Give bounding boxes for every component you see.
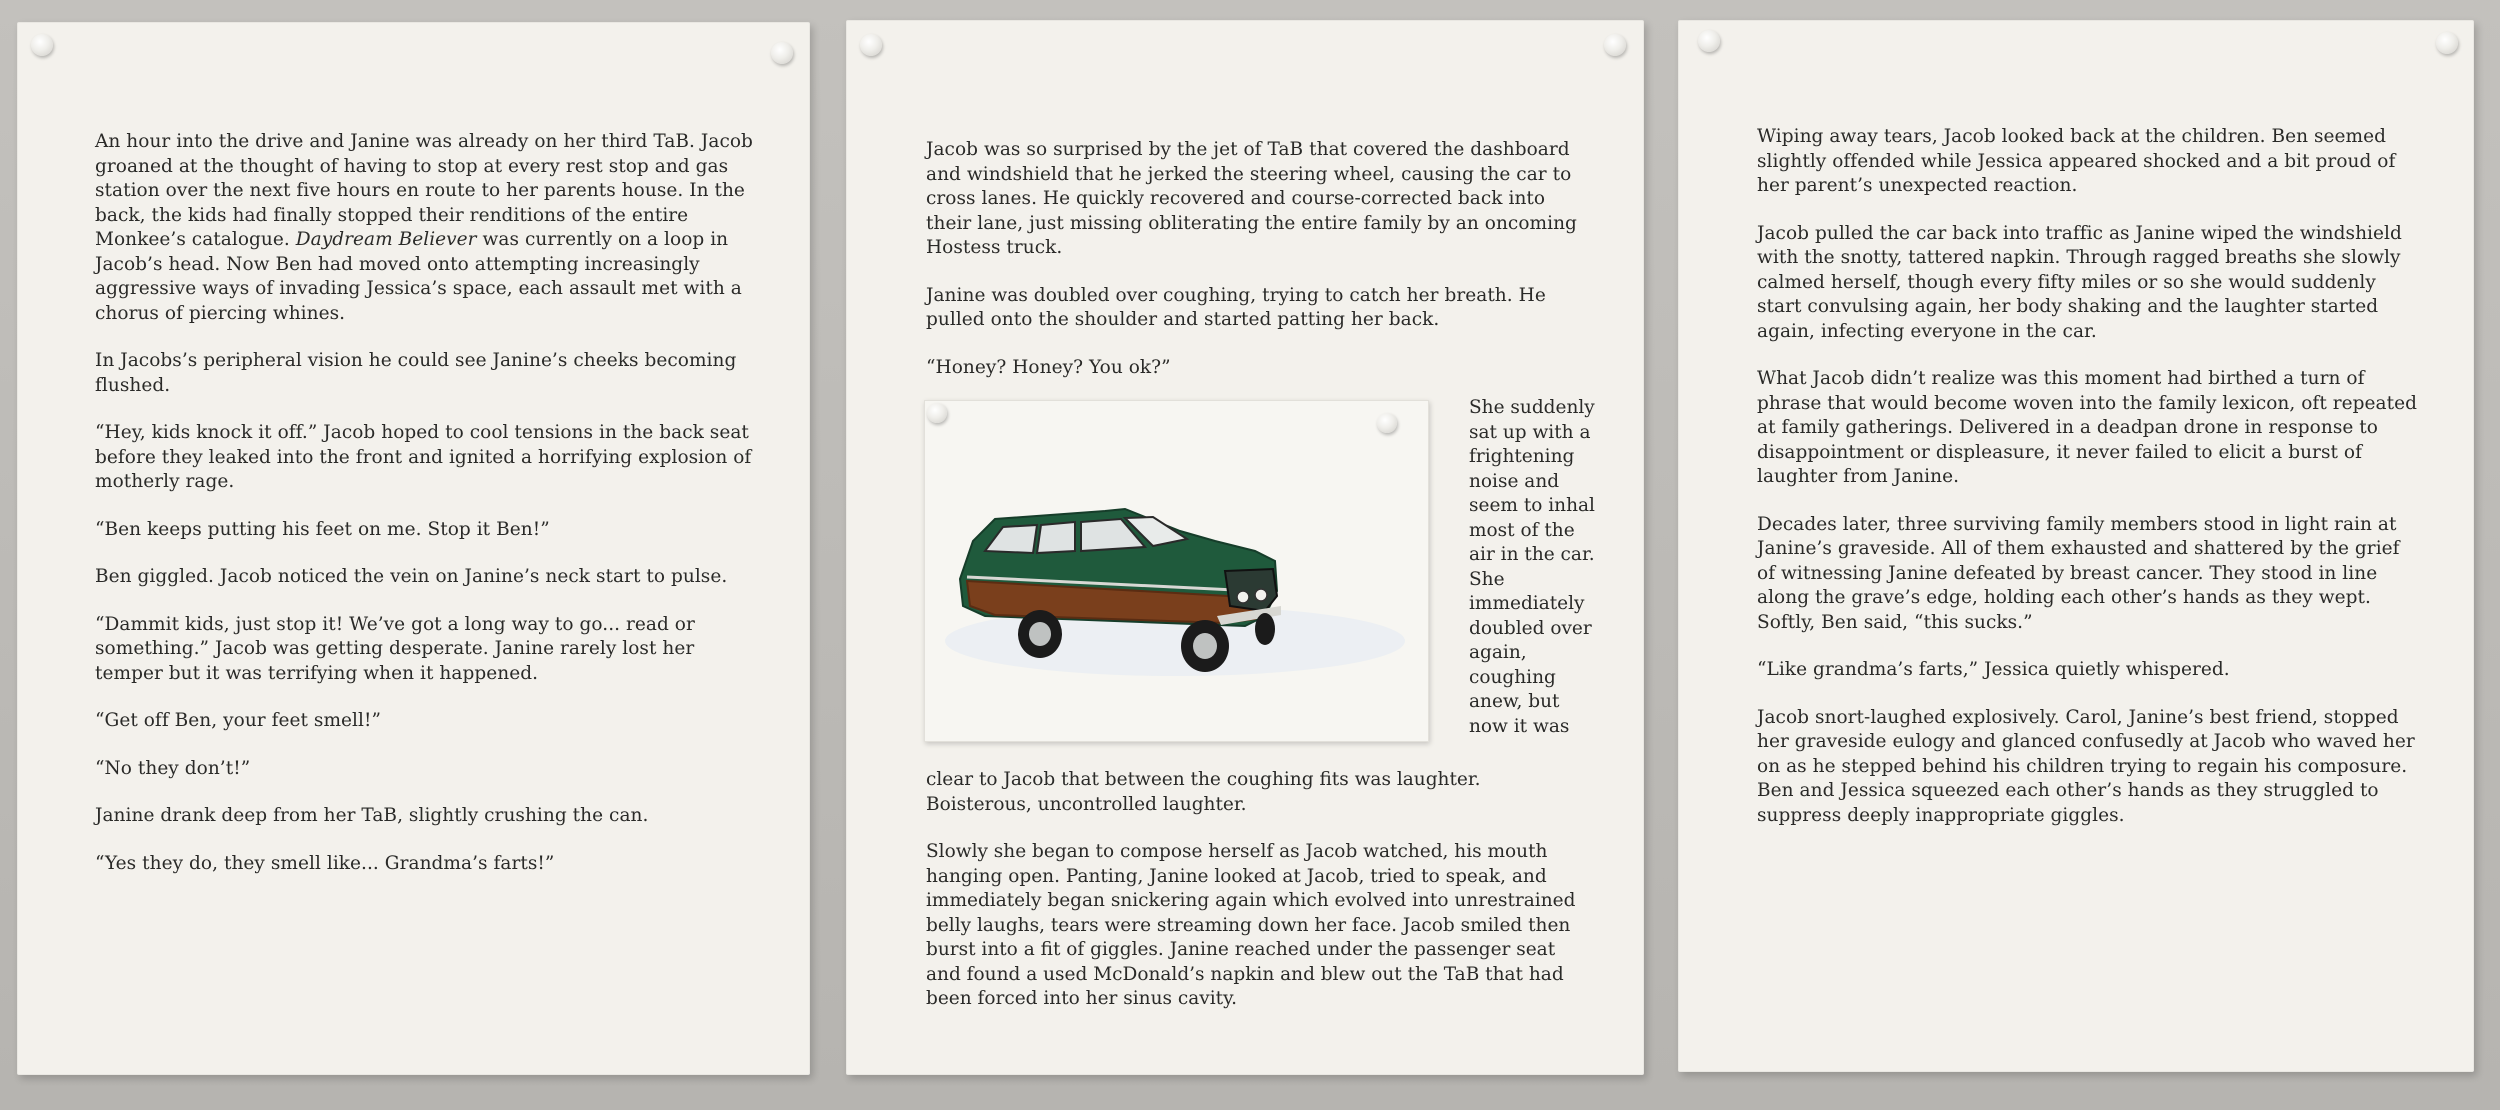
paragraph: “Yes they do, they smell like... Grandma’s farts!”: [95, 852, 555, 874]
pushpin-icon: [31, 34, 53, 56]
paragraph: An hour into the drive and Janine was already on her third TaB. Jacob groaned at the thought of having to stop at every rest stop and gas station over the next five hours en route to her parents house. In the back, the kids had finally stopped their renditions of the entire Monkee’s catalogue. Daydream Believer was currently on a loop in Jacob’s head. Now Ben had moved onto attempting increasingly aggressive ways of invading Jessica’s space, each assault met with a chorus of piercing whines.: [95, 131, 753, 324]
paragraph: Janine was doubled over coughing, trying to catch her breath. He pulled onto the shoulder and started patting her back.: [926, 284, 1546, 330]
paragraph: Jacob was so surprised by the jet of TaB that covered the dashboard and windshield that he jerked the steering wheel, causing the car to cross lanes. He quickly recovered and course-corrected back into their lane, just missing obliterating the entire family by an oncoming Hostess truck.: [926, 139, 1577, 258]
paragraph: “Honey? Honey? You ok?”: [926, 356, 1171, 378]
paragraph: Ben giggled. Jacob noticed the vein on Janine’s neck start to pulse.: [95, 566, 728, 587]
page-2-text-bottom: [926, 768, 1586, 1035]
story-page-3: [1678, 20, 2474, 1072]
pushpin-icon: [771, 42, 793, 64]
pushpin-icon: [2436, 32, 2458, 54]
paragraph: “Hey, kids knock it off.” Jacob hoped to cool tensions in the back seat before they leaked into the front and ignited a horrifying explosion of motherly rage.: [95, 422, 752, 492]
page-1-text: [95, 130, 765, 899]
pushpin-icon: [927, 403, 947, 423]
pushpin-icon: [1698, 30, 1720, 52]
paragraph: “No they don’t!”: [95, 757, 251, 779]
paragraph: In Jacobs’s peripheral vision he could see Janine’s cheeks becoming flushed.: [95, 350, 737, 396]
paragraph: clear to Jacob that between the coughing fits was laughter. Boisterous, uncontrolled laughter.: [926, 769, 1481, 815]
paragraph: Wiping away tears, Jacob looked back at the children. Ben seemed slightly offended while Jessica appeared shocked and a bit proud of her parent’s unexpected reaction.: [1757, 126, 2396, 196]
paragraph: “Dammit kids, just stop it! We’ve got a long way to go... read or something.” Jacob was getting desperate. Janine rarely lost her temper but it was terrifying when it happened.: [95, 613, 695, 684]
page-3-text: [1757, 125, 2417, 851]
car-illustration: [925, 401, 1428, 741]
paragraph: Decades later, three surviving family members stood in light rain at Janine’s graveside. All of them exhausted and shattered by the grief of witnessing Janine defeated by breast cancer. They stood in line along the grave’s edge, holding each other’s hands as they wept. Softly, Ben said, “this sucks.”: [1757, 513, 2400, 633]
paragraph: “Like grandma’s farts,” Jessica quietly whispered.: [1757, 659, 2230, 680]
station-wagon-painting: [924, 400, 1429, 742]
paragraph: “Ben keeps putting his feet on me. Stop it Ben!”: [95, 518, 550, 540]
paragraph: What Jacob didn’t realize was this moment had birthed a turn of phrase that would become woven into the family lexicon, oft repeated at family gatherings. Delivered in a deadpan drone in response to disappointment or displeasure, it never failed to elicit a burst of laughter from Janine.: [1757, 368, 2417, 487]
paragraph: Janine drank deep from her TaB, slightly crushing the can.: [95, 805, 649, 826]
pushpin-icon: [860, 34, 882, 56]
page-2-text-top: [926, 138, 1586, 403]
paragraph: Jacob snort-laughed explosively. Carol, Janine’s best friend, stopped her graveside eulogy and glanced confusedly at Jacob who waved her on as he stepped behind his children trying to regain his composure. Ben and Jessica squeezed each other’s hands as they struggled to suppress deeply inappropriate giggles.: [1757, 706, 2415, 826]
paragraph: “Get off Ben, your feet smell!”: [95, 710, 381, 731]
pushpin-icon: [1377, 413, 1397, 433]
story-page-1: [17, 22, 810, 1075]
paragraph: Slowly she began to compose herself as Jacob watched, his mouth hanging open. Panting, Janine looked at Jacob, tried to speak, and immediately began snickering again which evolved into unrestrained belly laughs, tears were streaming down her face. Jacob smiled then burst into a fit of giggles. Janine reached under the passenger seat and found a used McDonald’s napkin and blew out the TaB that had been forced into her sinus cavity.: [926, 841, 1576, 1009]
wrapped-text-column: She suddenly sat up with a frightening noise and seem to inhal most of the air in the car. She immediately doubled over again, coughing anew, but now it was: [1469, 397, 1595, 737]
pushpin-icon: [1604, 34, 1626, 56]
story-page-2: [846, 20, 1644, 1075]
paragraph: Jacob pulled the car back into traffic as Janine wiped the windshield with the snotty, tattered napkin. Through ragged breaths she slowly calmed herself, though every fifty miles or so she would suddenly start convulsing again, her body shaking and the laughter started again, infecting everyone in the car.: [1757, 222, 2402, 342]
